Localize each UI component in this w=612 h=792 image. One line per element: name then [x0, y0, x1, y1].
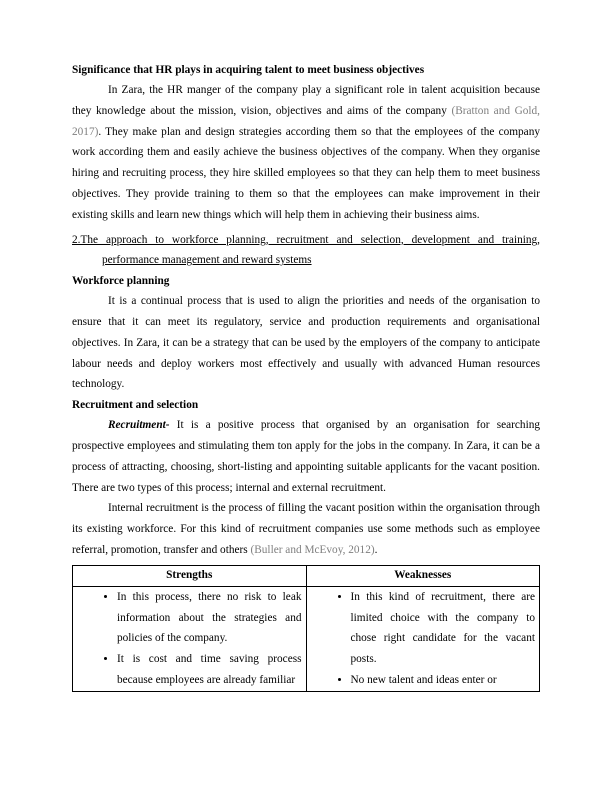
strengths-cell	[73, 586, 307, 691]
heading-recruitment-selection: Recruitment and selection	[72, 399, 199, 412]
weaknesses-list	[313, 587, 536, 691]
weaknesses-cell	[306, 586, 540, 691]
internal-recruitment-end: .	[374, 543, 378, 556]
section-2-title: 2.The approach to workforce planning, recruitment and selection, development and training, performance management and reward systems	[72, 233, 540, 267]
list-item: • No new talent and ideas enter or	[351, 670, 536, 691]
table-header-row	[73, 565, 540, 586]
strengths-weaknesses-table	[72, 565, 540, 692]
heading-talent-significance: Significance that HR plays in acquiring talent to meet business objectives	[72, 64, 425, 76]
paragraph-talent-acquisition	[72, 80, 540, 226]
internal-recruitment-text: Internal recruitment is the process of filling the vacant position within the organisation through its existing workforce. For this kind of recruitment companies use some methods such as employee referral, promotion, transfer and others	[72, 502, 540, 556]
paragraph-recruitment	[72, 415, 540, 498]
paragraph-workforce-planning: It is a continual process that is used to align the priorities and needs of the organisation to ensure that it can meet its regulatory, service and production requirements and organisational objectives. In Zara, it can be a strategy that can be used by the employers of the company to anticipate labour needs and deploy workers most effectively and usually with advanced Human resources technology.	[72, 295, 540, 391]
recruitment-term: Recruitment-	[108, 419, 170, 432]
citation-bratton-gold: (Bratton and Gold, 2017)	[72, 104, 541, 138]
list-item: • In this process, there no risk to leak information about the strategies and policies of the company.	[117, 587, 302, 649]
list-item: • It is cost and time saving process because employees are already familiar	[117, 649, 302, 691]
column-header-strengths: Strengths	[73, 565, 307, 586]
strengths-list	[79, 587, 302, 691]
recruitment-text: It is a positive process that organised by an organisation for searching prospective employees and stimulating them ton apply for the jobs in the company. In Zara, it can be a process of attracting, choosing, short-listing and appointing suitable applicants for the vacant position. There are two types of this process; internal and external recruitment.	[72, 419, 540, 494]
citation-buller-mcevoy: (Buller and McEvoy, 2012)	[250, 543, 375, 556]
column-header-weaknesses: Weaknesses	[306, 565, 540, 586]
heading-workforce-planning: Workforce planning	[72, 275, 170, 288]
document-page	[72, 60, 540, 692]
table-row	[73, 586, 540, 691]
para1-rest: . They make plan and design strategies according them so that the employees of the company work according them and easily achieve the business objectives of the company. When they organise hiring and recruiting process, they hire skilled employees so that they can help them to meet business objectives. They provide training to them so that the employees can make improvement in their existing skills and learn new things which will help them in achieving their business aims.	[72, 125, 540, 221]
list-item: • In this kind of recruitment, there are limited choice with the company to chose right candidate for the vacant posts.	[351, 587, 536, 670]
paragraph-internal-recruitment	[72, 498, 540, 560]
para1-text: In Zara, the HR manger of the company play a significant role in talent acquisition because they knowledge about the mission, vision, objectives and aims of the company	[72, 84, 540, 117]
